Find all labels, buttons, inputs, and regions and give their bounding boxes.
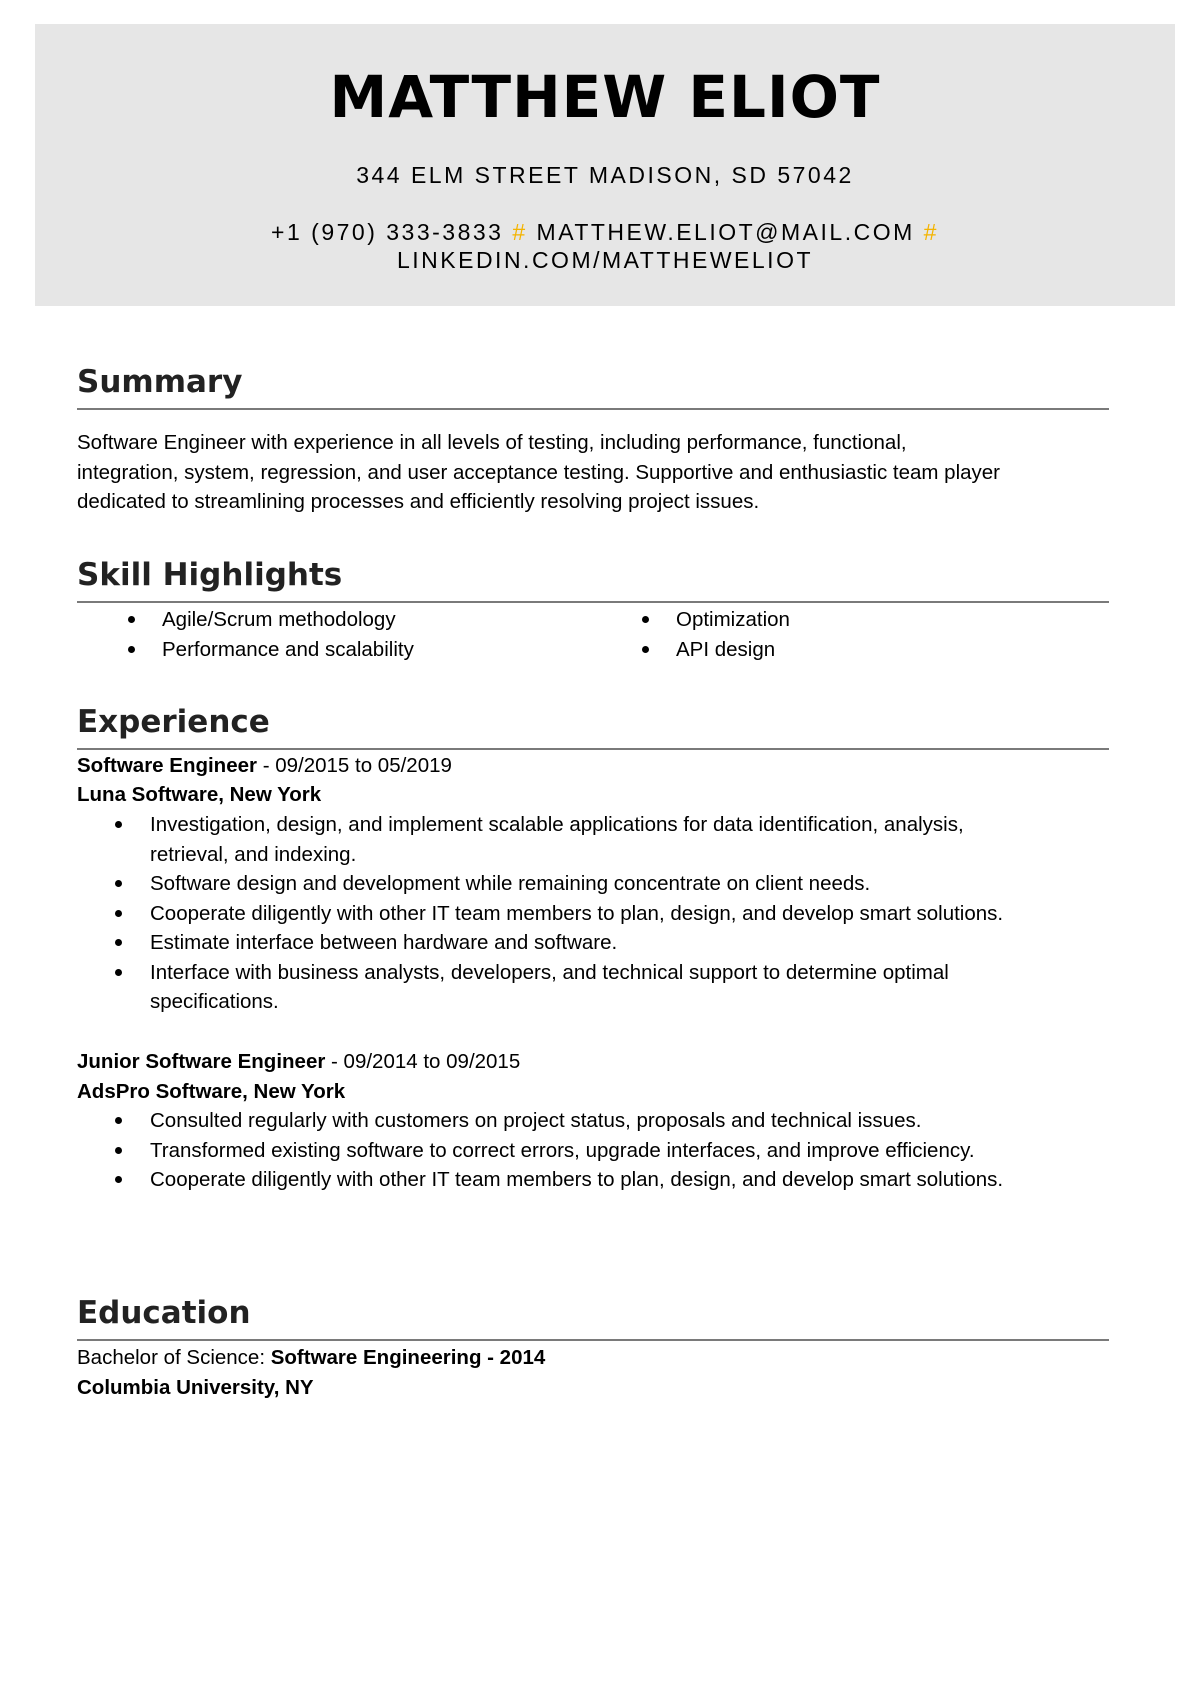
school-name: Columbia University, NY: [77, 1376, 314, 1399]
bullet-icon: [115, 880, 122, 887]
job-bullets: [150, 810, 1100, 1017]
bullet-text: Estimate interface between hardware and software.: [150, 931, 618, 954]
job-company: Luna Software, New York: [77, 783, 322, 806]
phone: +1 (970) 333-3833: [271, 219, 504, 245]
summary-heading: Summary: [77, 364, 243, 400]
skill-item: [162, 635, 414, 665]
bullet-text: Software design and development while remaining concentrate on client needs.: [150, 872, 871, 895]
summary-line: integration, system, regression, and user acceptance testing. Supportive and enthusiastic team player: [77, 460, 1001, 484]
linkedin: LINKEDIN.COM/MATTHEWELIOT: [396, 247, 814, 273]
skill-item: [676, 635, 790, 665]
bullet-icon: [115, 1117, 122, 1124]
skills-list-left: [162, 605, 414, 664]
bullet-icon: [115, 939, 122, 946]
bullet-icon: [115, 821, 122, 828]
job-dates: - 09/2014 to 09/2015: [325, 1050, 521, 1073]
summary-line: Software Engineer with experience in all levels of testing, including performance, functional,: [77, 431, 907, 454]
bullet-text: Cooperate diligently with other IT team members to plan, design, and develop smart solutions.: [150, 901, 1004, 925]
email: MATTHEW.ELIOT@MAIL.COM: [536, 219, 915, 245]
job-company: AdsPro Software, New York: [77, 1080, 346, 1103]
summary-line: dedicated to streamlining processes and efficiently resolving project issues.: [77, 490, 760, 513]
separator: #: [923, 219, 939, 245]
contact-info: [35, 218, 1175, 274]
education-heading: Education: [77, 1295, 251, 1331]
degree-field: Software Engineering - 2014: [270, 1346, 546, 1369]
skill-label: Agile/Scrum methodology: [162, 608, 396, 631]
job-bullet: [150, 899, 1100, 929]
degree-prefix: Bachelor of Science:: [77, 1346, 271, 1369]
bullet-icon: [115, 1176, 122, 1183]
skill-item: [676, 605, 790, 635]
experience-heading: Experience: [77, 704, 270, 740]
job-role: Junior Software Engineer: [77, 1050, 326, 1073]
skills-heading: Skill Highlights: [77, 557, 343, 593]
bullet-icon: [115, 969, 122, 976]
bullet-text: Transformed existing software to correct errors, upgrade interfaces, and improve efficiency.: [150, 1138, 975, 1162]
bullet-text: retrieval, and indexing.: [150, 842, 357, 866]
summary-text: [77, 428, 1109, 517]
bullet-text: specifications.: [150, 990, 279, 1013]
separator: #: [512, 219, 528, 245]
skills-list-right: [676, 605, 790, 664]
bullet-icon: [115, 910, 122, 917]
address: 344 ELM STREET MADISON, SD 57042: [356, 162, 854, 188]
skills-rule: [77, 601, 1109, 603]
bullet-text: Consulted regularly with customers on project status, proposals and technical issues.: [150, 1109, 922, 1132]
skill-label: Optimization: [676, 608, 790, 631]
skill-label: API design: [676, 637, 776, 661]
bullet-text: Investigation, design, and implement scalable applications for data identification, analysis,: [150, 813, 964, 836]
job-dates: - 09/2015 to 05/2019: [257, 754, 452, 777]
job-bullet: [150, 869, 1100, 899]
bullet-icon: [128, 646, 135, 653]
job-bullet: [150, 928, 1100, 958]
experience-rule: [77, 748, 1109, 750]
bullet-text: Cooperate diligently with other IT team members to plan, design, and develop smart solutions.: [150, 1168, 1004, 1191]
skill-label: Performance and scalability: [162, 637, 414, 661]
degree-line: [77, 1343, 545, 1373]
job-bullets: [150, 1106, 1100, 1195]
bullet-icon: [642, 646, 649, 653]
job-title-line: [77, 1047, 520, 1077]
header-band: [35, 24, 1175, 306]
bullet-icon: [115, 1147, 122, 1154]
job-role: Software Engineer: [77, 754, 257, 777]
bullet-icon: [128, 616, 135, 623]
candidate-name: MATTHEW ELIOT: [329, 63, 881, 131]
education-rule: [77, 1339, 1109, 1341]
bullet-icon: [642, 616, 649, 623]
job-bullet: [150, 810, 1100, 869]
summary-rule: [77, 408, 1109, 410]
job-bullet: [150, 1106, 1100, 1136]
skill-item: [162, 605, 414, 635]
job-title-line: [77, 751, 452, 781]
bullet-text: Interface with business analysts, developers, and technical support to determine optimal: [150, 960, 949, 984]
job-bullet: [150, 958, 1100, 1017]
job-bullet: [150, 1165, 1100, 1195]
job-bullet: [150, 1136, 1100, 1166]
